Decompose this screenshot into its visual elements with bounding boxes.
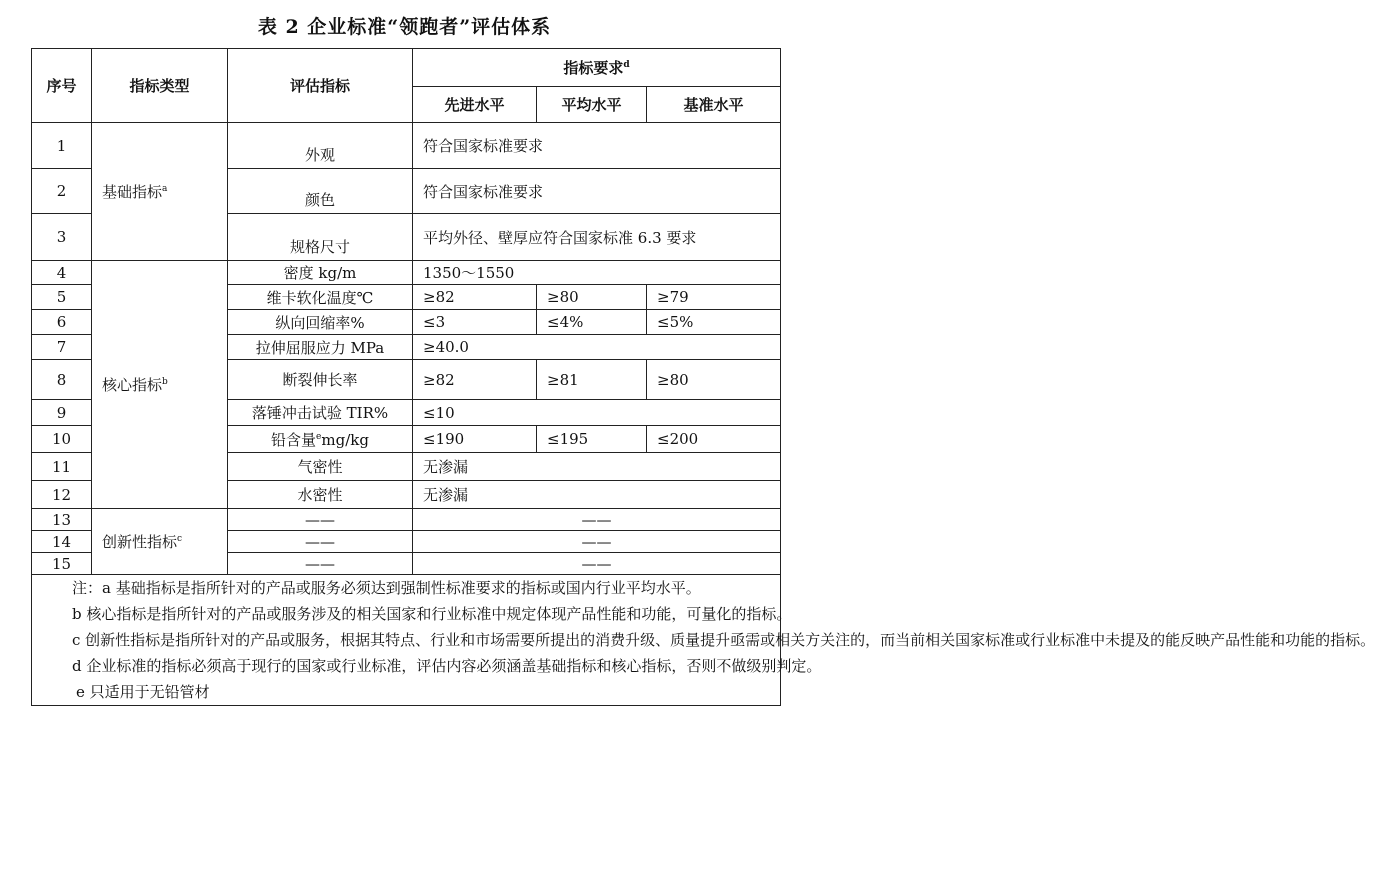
header-seq: 序号 — [32, 49, 92, 123]
table-row — [32, 509, 781, 531]
row-seq: 15 — [32, 553, 92, 575]
row-seq: 4 — [32, 261, 92, 285]
row-value: 1350～1550 — [413, 261, 781, 285]
row-indicator: 密度 kg/m — [228, 261, 413, 285]
row-seq: 2 — [32, 169, 92, 214]
note-a: 注：a 基础指标是指所针对的产品或服务必须达到强制性标准要求的指标或国内行业平均水平。 — [72, 579, 701, 597]
row-advanced: ≥82 — [413, 360, 537, 400]
row-seq: 14 — [32, 531, 92, 553]
row-seq: 8 — [32, 360, 92, 400]
note-e: e 只适用于无铅管材 — [76, 683, 210, 701]
table-row — [32, 123, 781, 169]
header-type: 指标类型 — [92, 49, 228, 123]
row-average: ≥81 — [537, 360, 647, 400]
row-average: ≤195 — [537, 426, 647, 453]
row-benchmark: ≤200 — [647, 426, 781, 453]
header-average: 平均水平 — [537, 87, 647, 123]
row-seq: 9 — [32, 400, 92, 426]
row-indicator: —— — [228, 531, 413, 553]
row-benchmark: ≥79 — [647, 285, 781, 310]
header-requirement — [413, 49, 781, 87]
row-advanced: ≤190 — [413, 426, 537, 453]
row-indicator: 拉伸屈服应力 MPa — [228, 335, 413, 360]
row-seq: 11 — [32, 453, 92, 481]
header-benchmark: 基准水平 — [647, 87, 781, 123]
group-basic-sup: a — [162, 184, 168, 194]
row-seq: 12 — [32, 481, 92, 509]
row-value: —— — [413, 509, 781, 531]
group-core-label: 核心指标 — [102, 376, 163, 394]
row-value: —— — [413, 531, 781, 553]
row-value: —— — [413, 553, 781, 575]
header-indicator: 评估指标 — [228, 49, 413, 123]
group-basic — [92, 123, 228, 261]
row-value: 符合国家标准要求 — [413, 169, 781, 214]
row-benchmark: ≤5% — [647, 310, 781, 335]
row-indicator: 水密性 — [228, 481, 413, 509]
group-innovation — [92, 509, 228, 575]
note-d: d 企业标准的指标必须高于现行的国家或行业标准，评估内容必须涵盖基础指标和核心指标，否则不做级别判定。 — [72, 657, 822, 675]
row-value: ≤10 — [413, 400, 781, 426]
row-seq: 5 — [32, 285, 92, 310]
row-seq: 3 — [32, 214, 92, 261]
header-requirement-sup: d — [623, 60, 630, 70]
row-indicator: —— — [228, 509, 413, 531]
group-innovation-sup: c — [177, 534, 183, 544]
row-indicator-sup: e — [316, 431, 322, 442]
row-seq: 7 — [32, 335, 92, 360]
row-indicator — [228, 426, 413, 453]
group-innovation-label: 创新性指标 — [102, 533, 178, 551]
row-indicator: 规格尺寸 — [228, 214, 413, 261]
row-indicator-pre: 铅含量 — [271, 430, 317, 449]
row-indicator: —— — [228, 553, 413, 575]
header-advanced: 先进水平 — [413, 87, 537, 123]
row-value: 平均外径、壁厚应符合国家标准 6.3 要求 — [413, 214, 781, 261]
row-indicator: 断裂伸长率 — [228, 360, 413, 400]
row-indicator-post: mg/kg — [321, 430, 369, 449]
header-requirement-label: 指标要求 — [563, 59, 624, 77]
row-value: 无渗漏 — [413, 453, 781, 481]
row-seq: 1 — [32, 123, 92, 169]
evaluation-table — [31, 48, 1375, 706]
row-indicator: 外观 — [228, 123, 413, 169]
row-advanced: ≥82 — [413, 285, 537, 310]
row-seq: 6 — [32, 310, 92, 335]
notes-row — [32, 575, 781, 706]
row-advanced: ≤3 — [413, 310, 537, 335]
row-value: 符合国家标准要求 — [413, 123, 781, 169]
row-indicator: 颜色 — [228, 169, 413, 214]
row-average: ≥80 — [537, 285, 647, 310]
row-average: ≤4% — [537, 310, 647, 335]
notes-cell — [32, 575, 1375, 706]
group-core — [92, 261, 228, 509]
group-basic-label: 基础指标 — [102, 183, 163, 201]
row-seq: 10 — [32, 426, 92, 453]
row-indicator: 落锤冲击试验 TIR% — [228, 400, 413, 426]
row-value: ≥40.0 — [413, 335, 781, 360]
row-indicator: 维卡软化温度℃ — [228, 285, 413, 310]
note-c: c 创新性指标是指所针对的产品或服务，根据其特点、行业和市场需要所提出的消费升级、质量提升亟需或相关方关注的，而当前相关国家标准或行业标准中未提及的能反映产品性能和功能的指标。 — [72, 631, 1375, 649]
note-b: b 核心指标是指所针对的产品或服务涉及的相关国家和行业标准中规定体现产品性能和功能，可量化的指标。 — [72, 605, 792, 623]
row-benchmark: ≥80 — [647, 360, 781, 400]
table-row — [32, 261, 781, 285]
table-title: 表 2 企业标准“领跑者”评估体系 — [257, 16, 552, 38]
row-seq: 13 — [32, 509, 92, 531]
row-indicator: 纵向回缩率% — [228, 310, 413, 335]
row-indicator: 气密性 — [228, 453, 413, 481]
row-value: 无渗漏 — [413, 481, 781, 509]
group-core-sup: b — [162, 377, 168, 387]
header-row — [32, 49, 781, 87]
